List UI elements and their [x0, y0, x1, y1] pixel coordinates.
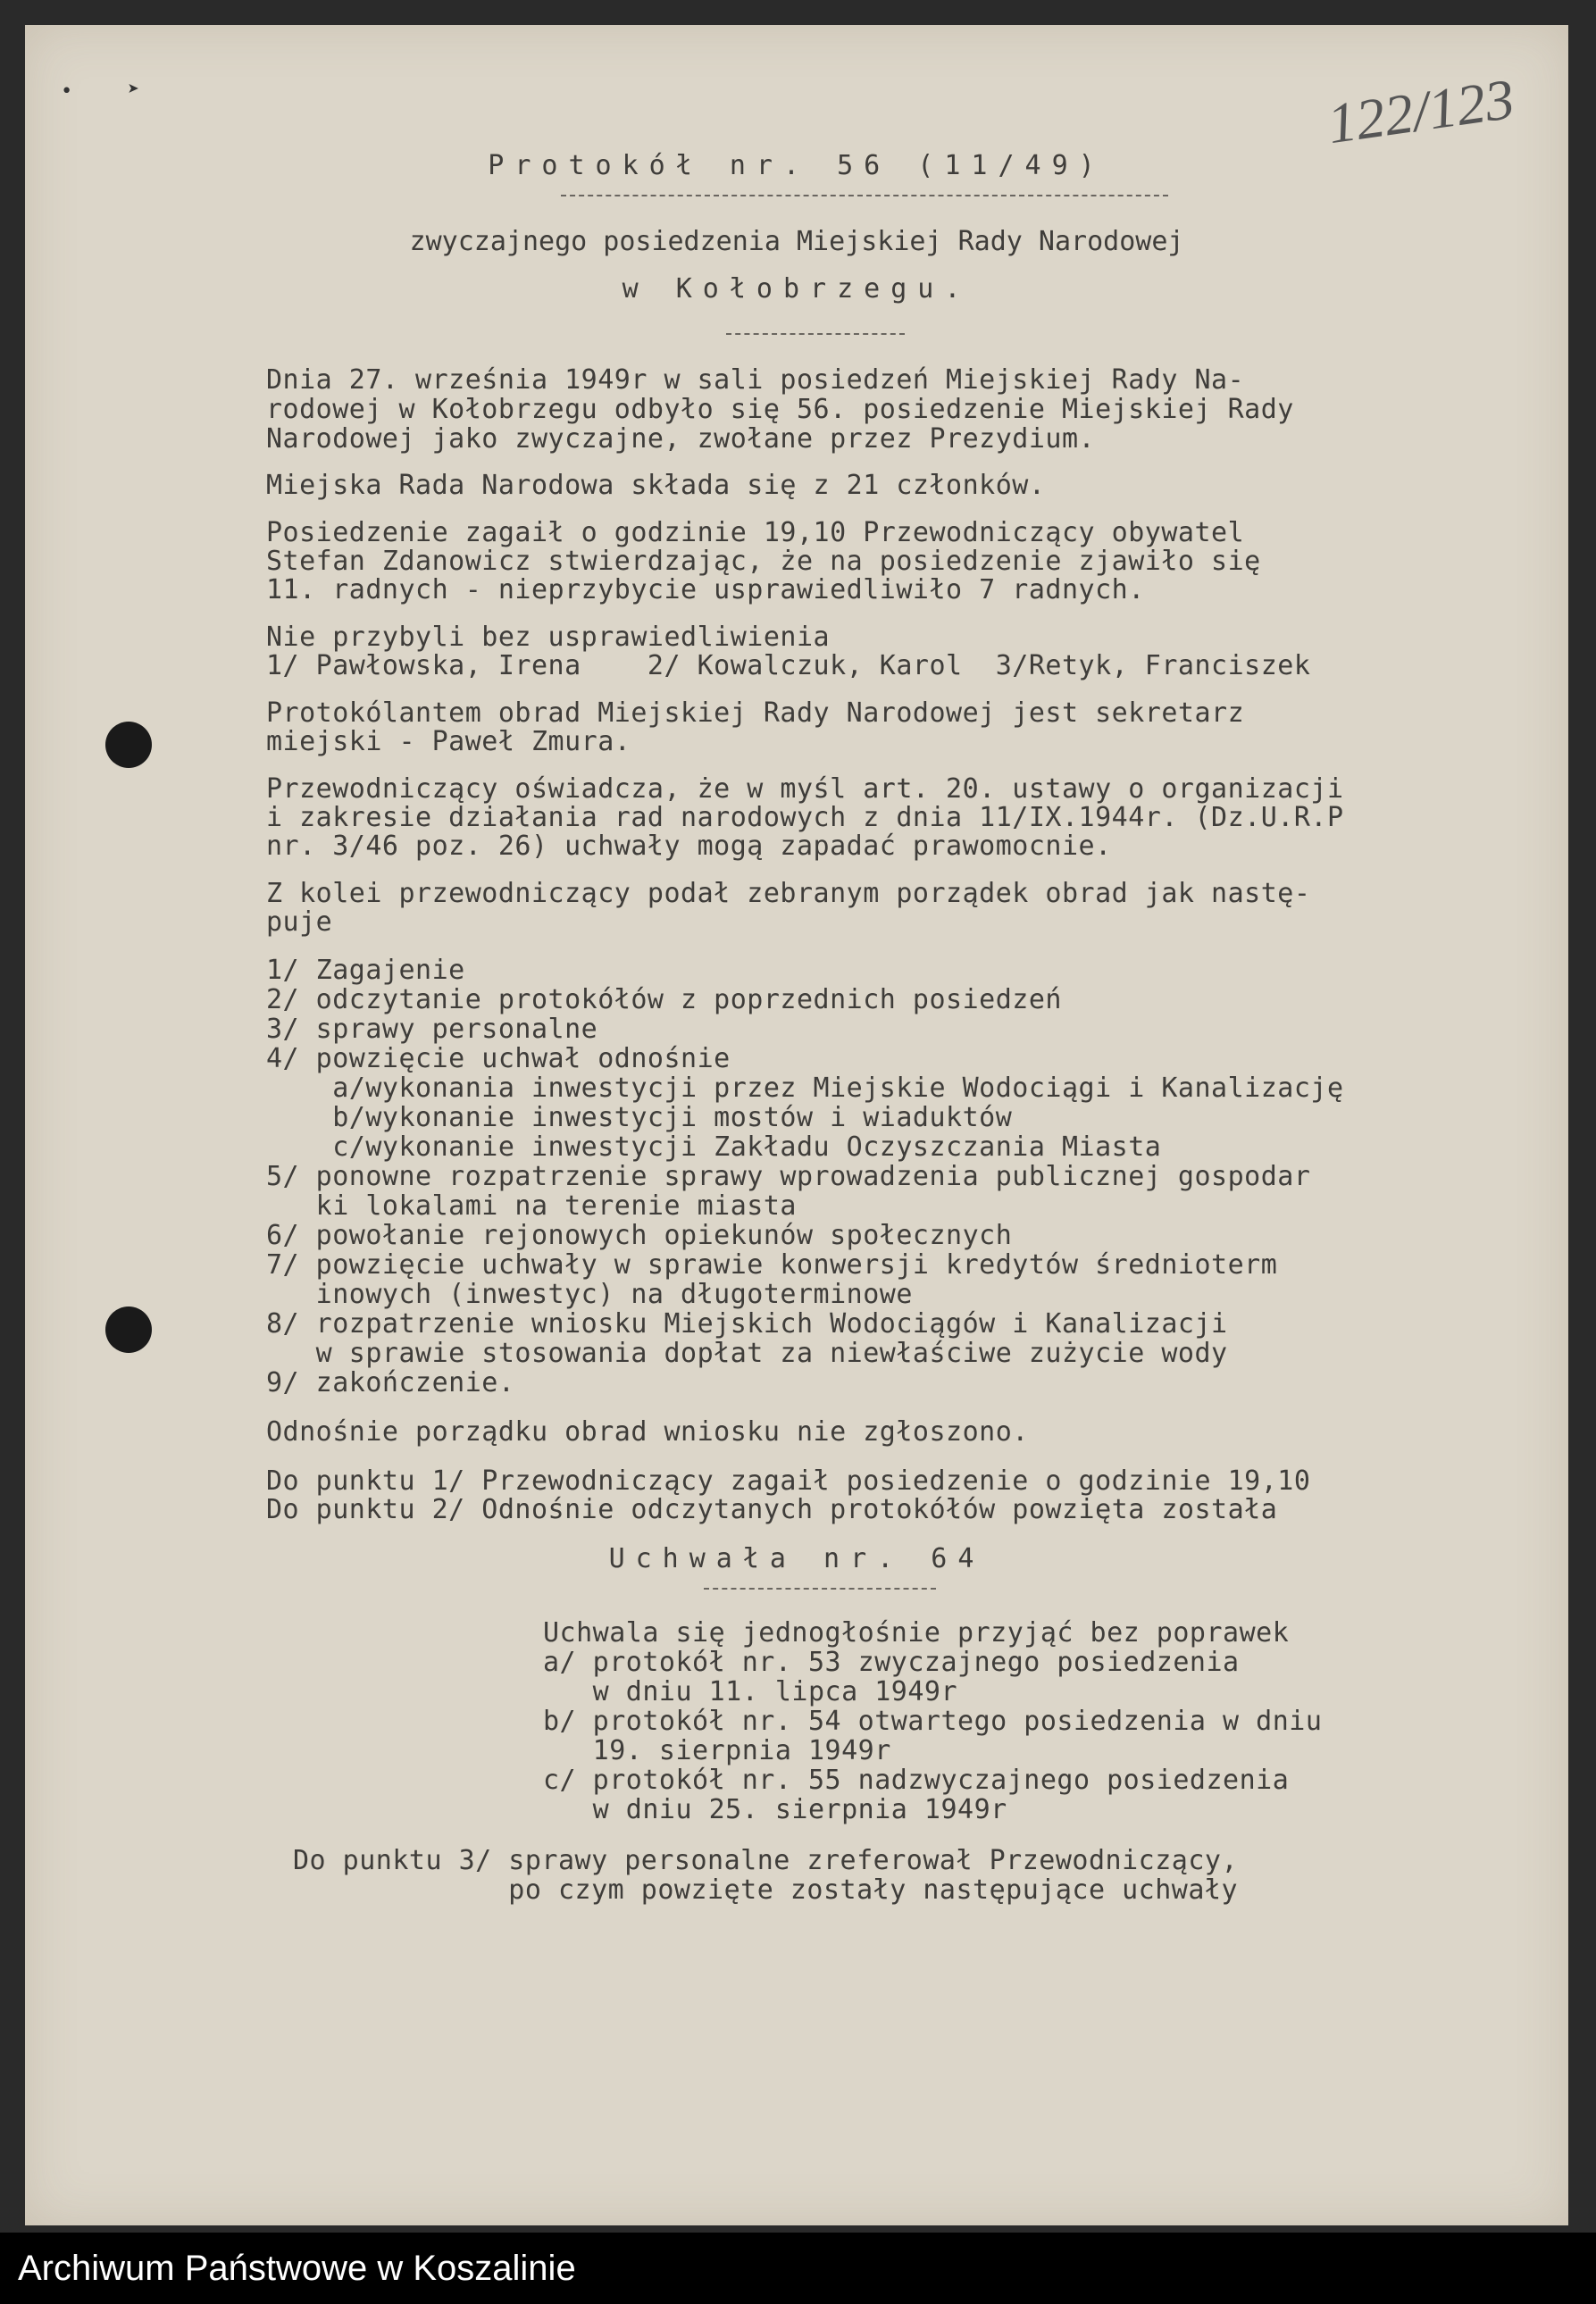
resolution-rule [704, 1588, 936, 1590]
document-subtitle: zwyczajnego posiedzenia Miejskiej Rady Narodowej [409, 226, 1184, 257]
agenda-intro-line: Z kolei przewodniczący podał zebranym porządek obrad jak nastę- [266, 878, 1311, 909]
intro-line: rodowej w Kołobrzegu odbyło się 56. posiedzenie Miejskiej Rady [266, 394, 1294, 425]
page-number: 122/123 [1324, 66, 1518, 156]
agenda-item: 2/ odczytanie protokółów z poprzednich posiedzeń [266, 984, 1062, 1015]
resolution-line: c/ protokół nr. 55 nadzwyczajnego posiedzenia [543, 1765, 1290, 1796]
agenda-item: 7/ powzięcie uchwały w sprawie konwersji kredytów średnioterm [266, 1249, 1278, 1281]
agenda-item: 5/ ponowne rozpatrzenie sprawy wprowadzenia publicznej gospodar [266, 1161, 1311, 1192]
document-title: Protokół nr. 56 (11/49) [488, 150, 1106, 181]
resolution-line: 19. sierpnia 1949r [543, 1735, 891, 1766]
opening-line: Stefan Zdanowicz stwierdzając, że na posiedzenie zjawiło się [266, 546, 1261, 577]
document-page [25, 25, 1568, 2225]
agenda-item: 8/ rozpatrzenie wniosku Miejskich Wodociągów i Kanalizacji [266, 1308, 1228, 1340]
intro-line: Dnia 27. września 1949r w sali posiedzeń Miejskiej Rady Na- [266, 364, 1245, 396]
agenda-item: inowych (inwestyc) na długoterminowe [266, 1279, 913, 1310]
absent-line: 1/ Pawłowska, Irena 2/ Kowalczuk, Karol 3/Retyk, Franciszek [266, 650, 1311, 681]
agenda-item: w sprawie stosowania dopłat za niewłaściwe zużycie wody [266, 1338, 1228, 1369]
secretary-line: miejski - Paweł Zmura. [266, 726, 631, 757]
point-line: Do punktu 1/ Przewodniczący zagaił posiedzenie o godzinie 19,10 [266, 1465, 1311, 1497]
statute-line: Przewodniczący oświadcza, że w myśl art. 20. ustawy o organizacji [266, 773, 1344, 805]
agenda-item: 4/ powzięcie uchwał odnośnie [266, 1043, 731, 1074]
point-line: Do punktu 2/ Odnośnie odczytanych protokółów powzięta została [266, 1494, 1278, 1525]
agenda-item: 3/ sprawy personalne [266, 1014, 598, 1045]
opening-line: Posiedzenie zagaił o godzinie 19,10 Przewodniczący obywatel [266, 517, 1245, 548]
absent-line: Nie przybyli bez usprawiedliwienia [266, 622, 831, 653]
subtitle-rule [726, 333, 905, 335]
resolution-line: b/ protokół nr. 54 otwartego posiedzenia w dniu [543, 1706, 1323, 1737]
agenda-item: 9/ zakończenie. [266, 1367, 515, 1398]
point3-line: po czym powzięte zostały następujące uchwały [293, 1874, 1239, 1906]
agenda-item: ki lokalami na terenie miasta [266, 1190, 797, 1222]
statute-line: nr. 3/46 poz. 26) uchwały mogą zapadać prawomocnie. [266, 831, 1112, 862]
agenda-intro-line: puje [266, 906, 333, 938]
punch-hole [105, 722, 152, 768]
point3-line: Do punktu 3/ sprawy personalne zreferował Przewodniczący, [293, 1845, 1239, 1876]
agenda-item: c/wykonanie inwestycji Zakładu Oczyszczania Miasta [266, 1131, 1162, 1163]
archive-footer: Archiwum Państwowe w Koszalinie [0, 2233, 1596, 2304]
agenda-item: 1/ Zagajenie [266, 955, 465, 986]
agenda-note: Odnośnie porządku obrad wniosku nie zgłoszono. [266, 1416, 1029, 1448]
intro-line: Narodowej jako zwyczajne, zwołane przez Prezydium. [266, 423, 1096, 455]
members-line: Miejska Rada Narodowa składa się z 21 członków. [266, 470, 1046, 501]
agenda-item: b/wykonanie inwestycji mostów i wiaduktów [266, 1102, 1013, 1133]
statute-line: i zakresie działania rad narodowych z dnia 11/IX.1944r. (Dz.U.R.P [266, 802, 1344, 833]
margin-mark: • [61, 80, 73, 103]
resolution-title: Uchwała nr. 64 [608, 1543, 985, 1574]
title-rule [561, 195, 1168, 196]
resolution-line: w dniu 11. lipca 1949r [543, 1676, 958, 1707]
punch-hole [105, 1306, 152, 1353]
resolution-line: a/ protokół nr. 53 zwyczajnego posiedzenia [543, 1647, 1240, 1678]
document-subtitle-place: w Kołobrzegu. [622, 273, 972, 305]
resolution-line: w dniu 25. sierpnia 1949r [543, 1794, 1007, 1825]
margin-mark: ➤ [128, 79, 140, 101]
agenda-item: a/wykonania inwestycji przez Miejskie Wodociągi i Kanalizację [266, 1073, 1344, 1104]
opening-line: 11. radnych - nieprzybycie usprawiedliwiło 7 radnych. [266, 574, 1145, 605]
resolution-line: Uchwala się jednogłośnie przyjąć bez poprawek [543, 1617, 1290, 1649]
agenda-item: 6/ powołanie rejonowych opiekunów społecznych [266, 1220, 1013, 1251]
secretary-line: Protokólantem obrad Miejskiej Rady Narodowej jest sekretarz [266, 697, 1245, 729]
